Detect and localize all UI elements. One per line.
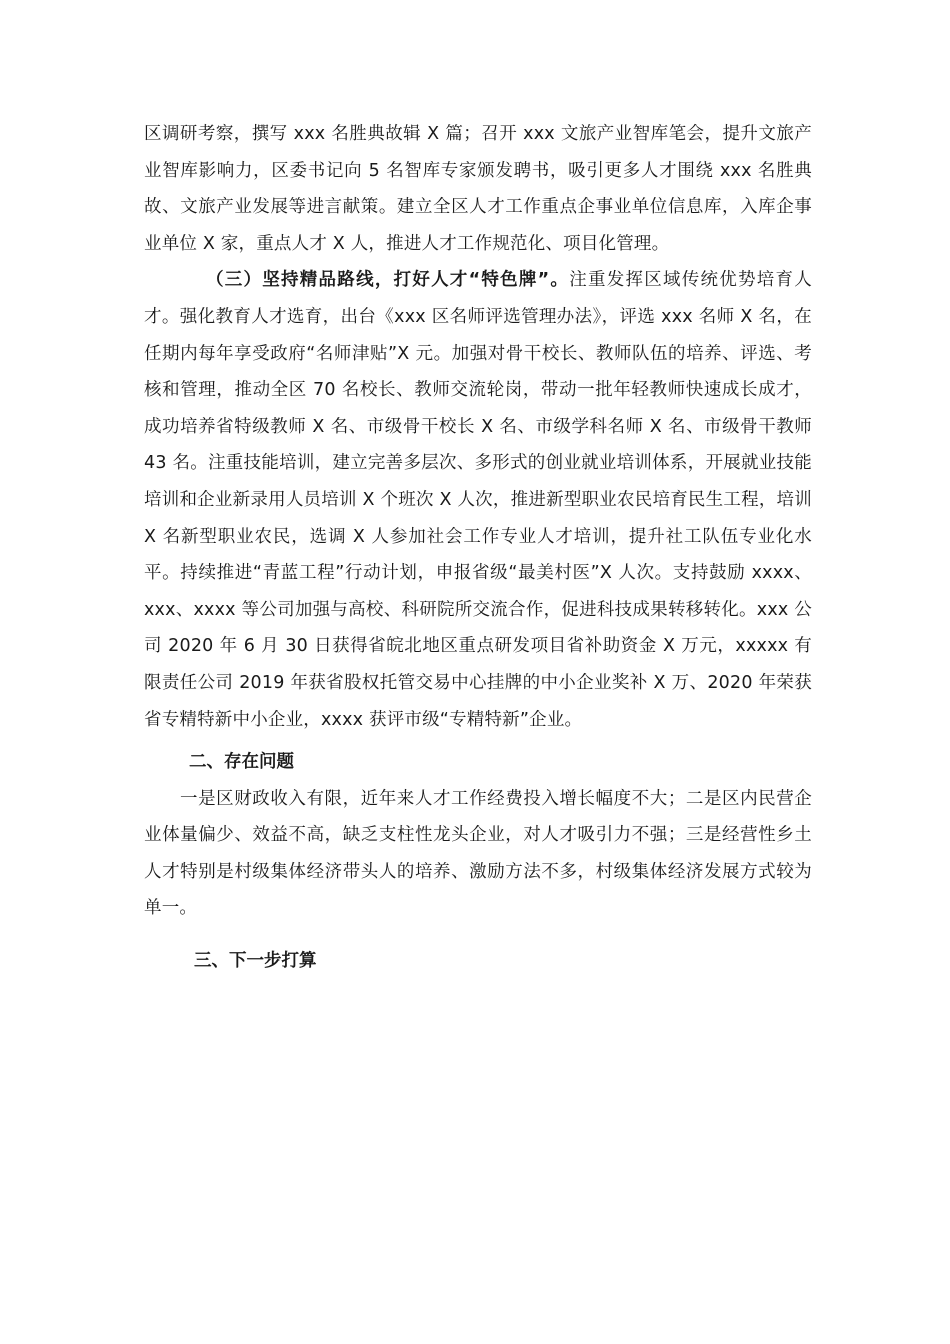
paragraph-continuation: 区调研考察，撰写 xxx 名胜典故辑 X 篇；召开 xxx 文旅产业智库笔会，提升文旅产业智库影响力，区委书记向 5 名智库专家颁发聘书，吸引更多人才围绕 xxx 名胜典故、文旅产业发展等进言献策。建立全区人才工作重点企事业单位信息库，入库企事业单位 X 家，重点人才 X 人，推进人才工作规范化、项目化管理。	[144, 124, 812, 254]
subsection-heading: （三）坚持精品路线，打好人才“特色牌”。	[206, 270, 570, 291]
document-page	[144, 116, 812, 980]
paragraph-talent-brand	[144, 262, 812, 738]
section-title-problems: 二、存在问题	[189, 752, 294, 773]
section-title-next-steps: 三、下一步打算	[194, 951, 317, 972]
paragraph-problems: 一是区财政收入有限，近年来人才工作经费投入增长幅度不大；二是区内民营企业体量偏少、效益不高，缺乏支柱性龙头企业，对人才吸引力不强；三是经营性乡土人才特别是村级集体经济带头人的培养、激励方法不多，村级集体经济发展方式较为单一。	[144, 788, 812, 919]
paragraph-body: 注重发挥区域传统优势培育人才。强化教育人才选育，出台《xxx 区名师评选管理办法》，评选 xxx 名师 X 名，在任期内每年享受政府“名师津贴”X 元。加强对骨干校长、教师队伍的培养、评选、考核和管理，推动全区 70 名校长、教师交流轮岗，带动一批年轻教师快速成长成才，成功培养省特级教师 X 名、市级骨干校长 X 名、市级学科名师 X 名、市级骨干教师 43 名。注重技能培训，建立完善多层次、多形式的创业就业培训体系，开展就业技能培训和企业新录用人员培训 X 个班次 X 人次，推进新型职业农民培育民生工程，培训 X 名新型职业农民，选调 X 人参加社会工作专业人才培训，提升社工队伍专业化水平。持续推进“青蓝工程”行动计划，申报省级“最美村医”X 人次。支持鼓励 xxxx、xxx、xxxx 等公司加强与高校、科研院所交流合作，促进科技成果转移转化。xxx 公司 2020 年 6 月 30 日获得省皖北地区重点研发项目省补助资金 X 万元，xxxxx 有限责任公司 2019 年获省股权托管交易中心挂牌的中小企业奖补 X 万、2020 年荣获省专精特新中小企业，xxxx 获评市级“专精特新”企业。	[144, 270, 812, 730]
